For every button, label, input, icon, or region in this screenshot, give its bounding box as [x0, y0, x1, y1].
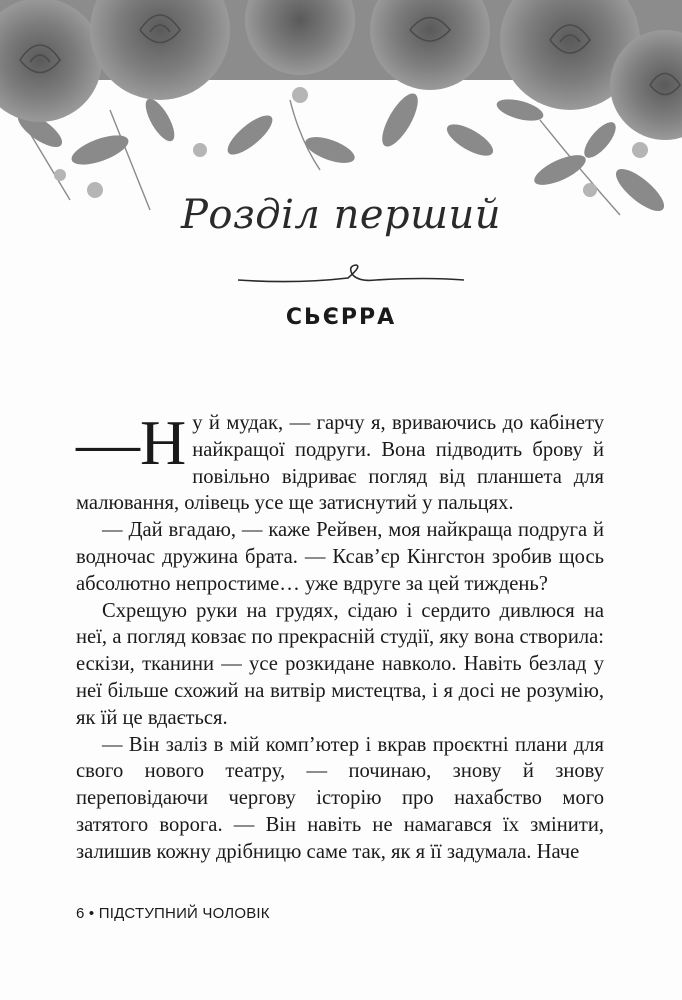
- paragraph: Схрещую руки на грудях, сідаю і сердито дивлюся на неї, а погляд ковзає по прекрасній студії, яку вона створила: ескізи, тканини — усе розкидане навколо. Навіть безлад у неї більше схожий на витвір мистецтва, і я досі не розумію, як їй це вдається.: [76, 599, 604, 729]
- title-flourish-ornament: [236, 262, 466, 288]
- drop-cap: —Н: [76, 407, 187, 478]
- chapter-title: Розділ перший: [180, 192, 502, 238]
- paragraph-text: у й мудак, — гарчу я, вриваючись до кабінету найкращої подруги. Вона підводить брову й повільно відриває погляд від планшета для малювання, олівець усе ще затиснутий у пальцях.: [76, 412, 604, 515]
- page-footer: 6 • ПІДСТУПНИЙ ЧОЛОВІК: [76, 905, 270, 922]
- chapter-character-name: СЬЄРРА: [285, 305, 397, 330]
- paragraph: — Дай вгадаю, — каже Рейвен, моя найкраща подруга й водночас дружина брата. — Ксав’єр Кінгстон зробив щось абсолютно непростиме… уже вдруге за цей тиждень?: [76, 519, 604, 595]
- chapter-body: [76, 407, 604, 866]
- paragraph: — Він заліз в мій комп’ютер і вкрав проєктні плани для свого нового театру, — починаю, знову й знову переповідаючи чергову історію про нахабство мого затятого ворога. — Він навіть не намагався їх змінити, залишив кожну дрібницю саме так, як я її задумала. Наче: [76, 733, 604, 863]
- paragraph: [76, 407, 604, 517]
